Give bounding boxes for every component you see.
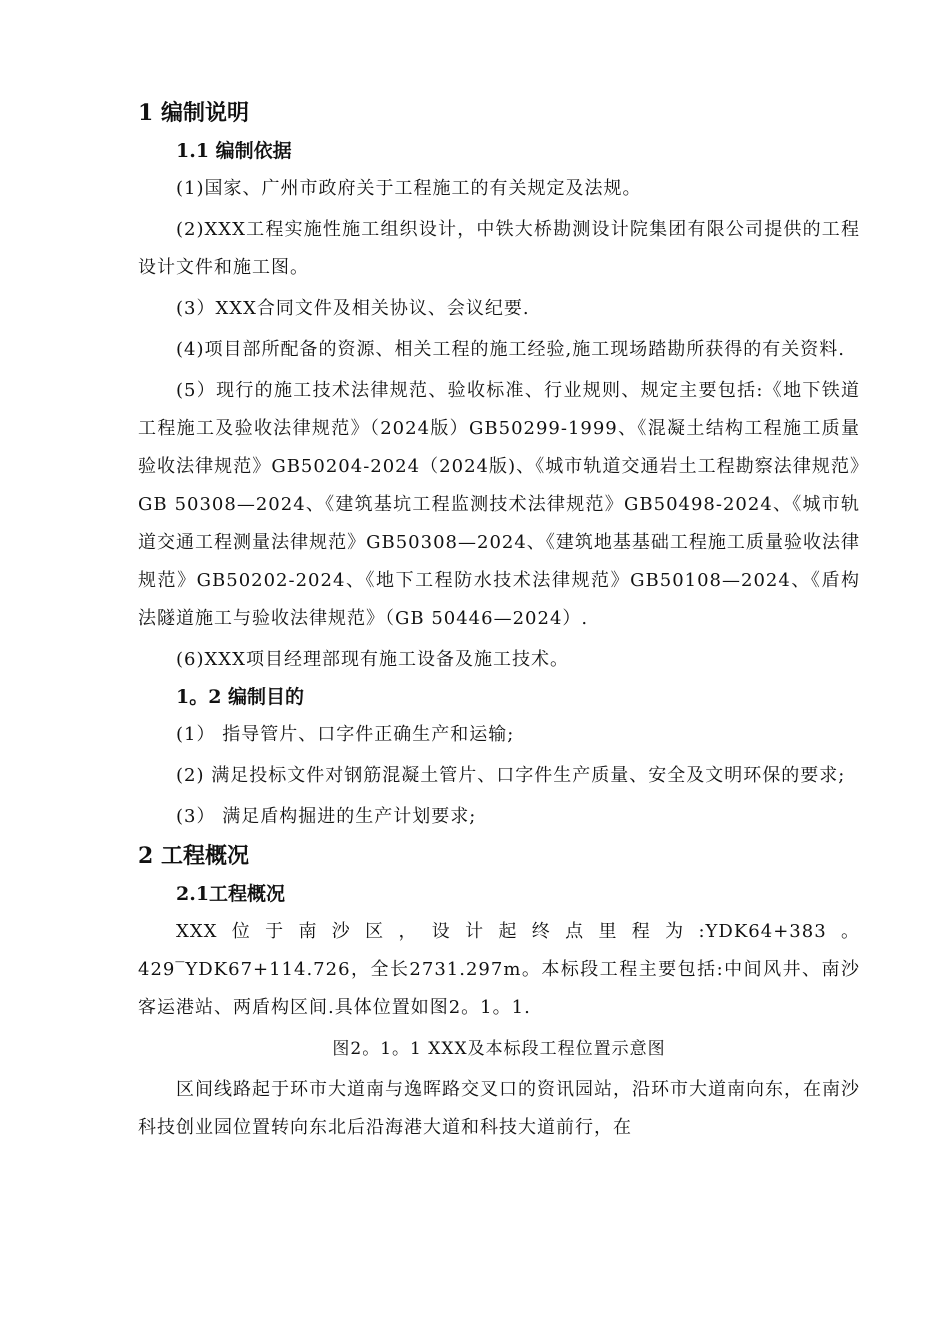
purpose-item-3: (3） 满足盾构掘进的生产计划要求;: [176, 806, 477, 827]
section-2-1-heading: 2.1工程概况: [176, 883, 286, 905]
overview-paragraph-1: XXX位于南沙区，设计起终点里程为:YDK64+383。429‾YDK67+114.726，全长2731.297m。本标段工程主要包括:中间风井、南沙客运港站、两盾构区间.具体位置如图2。1。1.: [138, 921, 860, 1018]
purpose-item-1: (1） 指导管片、口字件正确生产和运输;: [176, 724, 515, 745]
basis-item-5: (5）现行的施工技术法律规范、验收标准、行业规则、规定主要包括:《地下铁道工程施工及验收法律规范》（2024版）GB50299-1999、《混凝土结构工程施工质量验收法律规范》GB50204-2024（2024版)、《城市轨道交通岩土工程勘察法律规范》GB 50308—2024、《建筑基坑工程监测技术法律规范》GB50498-2024、《城市轨道交通工程测量法律规范》GB50308—2024、《建筑地基基础工程施工质量验收法律规范》GB50202-2024、《地下工程防水技术法律规范》GB50108—2024、《盾构法隧道施工与验收法律规范》（GB 50446—2024）.: [138, 380, 860, 629]
section-1-2-heading: 1。2 编制目的: [176, 686, 305, 708]
basis-item-6: (6)XXX项目经理部现有施工设备及施工技术。: [176, 649, 569, 670]
document-body: [138, 96, 860, 1150]
section-1-1-heading: 1.1 编制依据: [176, 140, 292, 162]
section-1-heading: 1 编制说明: [138, 100, 249, 126]
basis-item-2: (2)XXX工程实施性施工组织设计，中铁大桥勘测设计院集团有限公司提供的工程设计文件和施工图。: [138, 219, 860, 278]
overview-paragraph-2: 区间线路起于环市大道南与逸晖路交叉口的资讯园站，沿环市大道南向东，在南沙科技创业园位置转向东北后沿海港大道和科技大道前行，在: [138, 1079, 860, 1138]
section-2-heading: 2 工程概况: [138, 843, 249, 869]
purpose-item-2: (2) 满足投标文件对钢筋混凝土管片、口字件生产质量、安全及文明环保的要求;: [176, 765, 846, 786]
basis-item-1: (1)国家、广州市政府关于工程施工的有关规定及法规。: [176, 178, 642, 199]
basis-item-4: (4)项目部所配备的资源、相关工程的施工经验,施工现场踏勘所获得的有关资料.: [176, 339, 845, 360]
basis-item-3: (3）XXX合同文件及相关协议、会议纪要.: [176, 298, 530, 319]
figure-caption: 图2。1。1 XXX及本标段工程位置示意图: [332, 1039, 666, 1059]
